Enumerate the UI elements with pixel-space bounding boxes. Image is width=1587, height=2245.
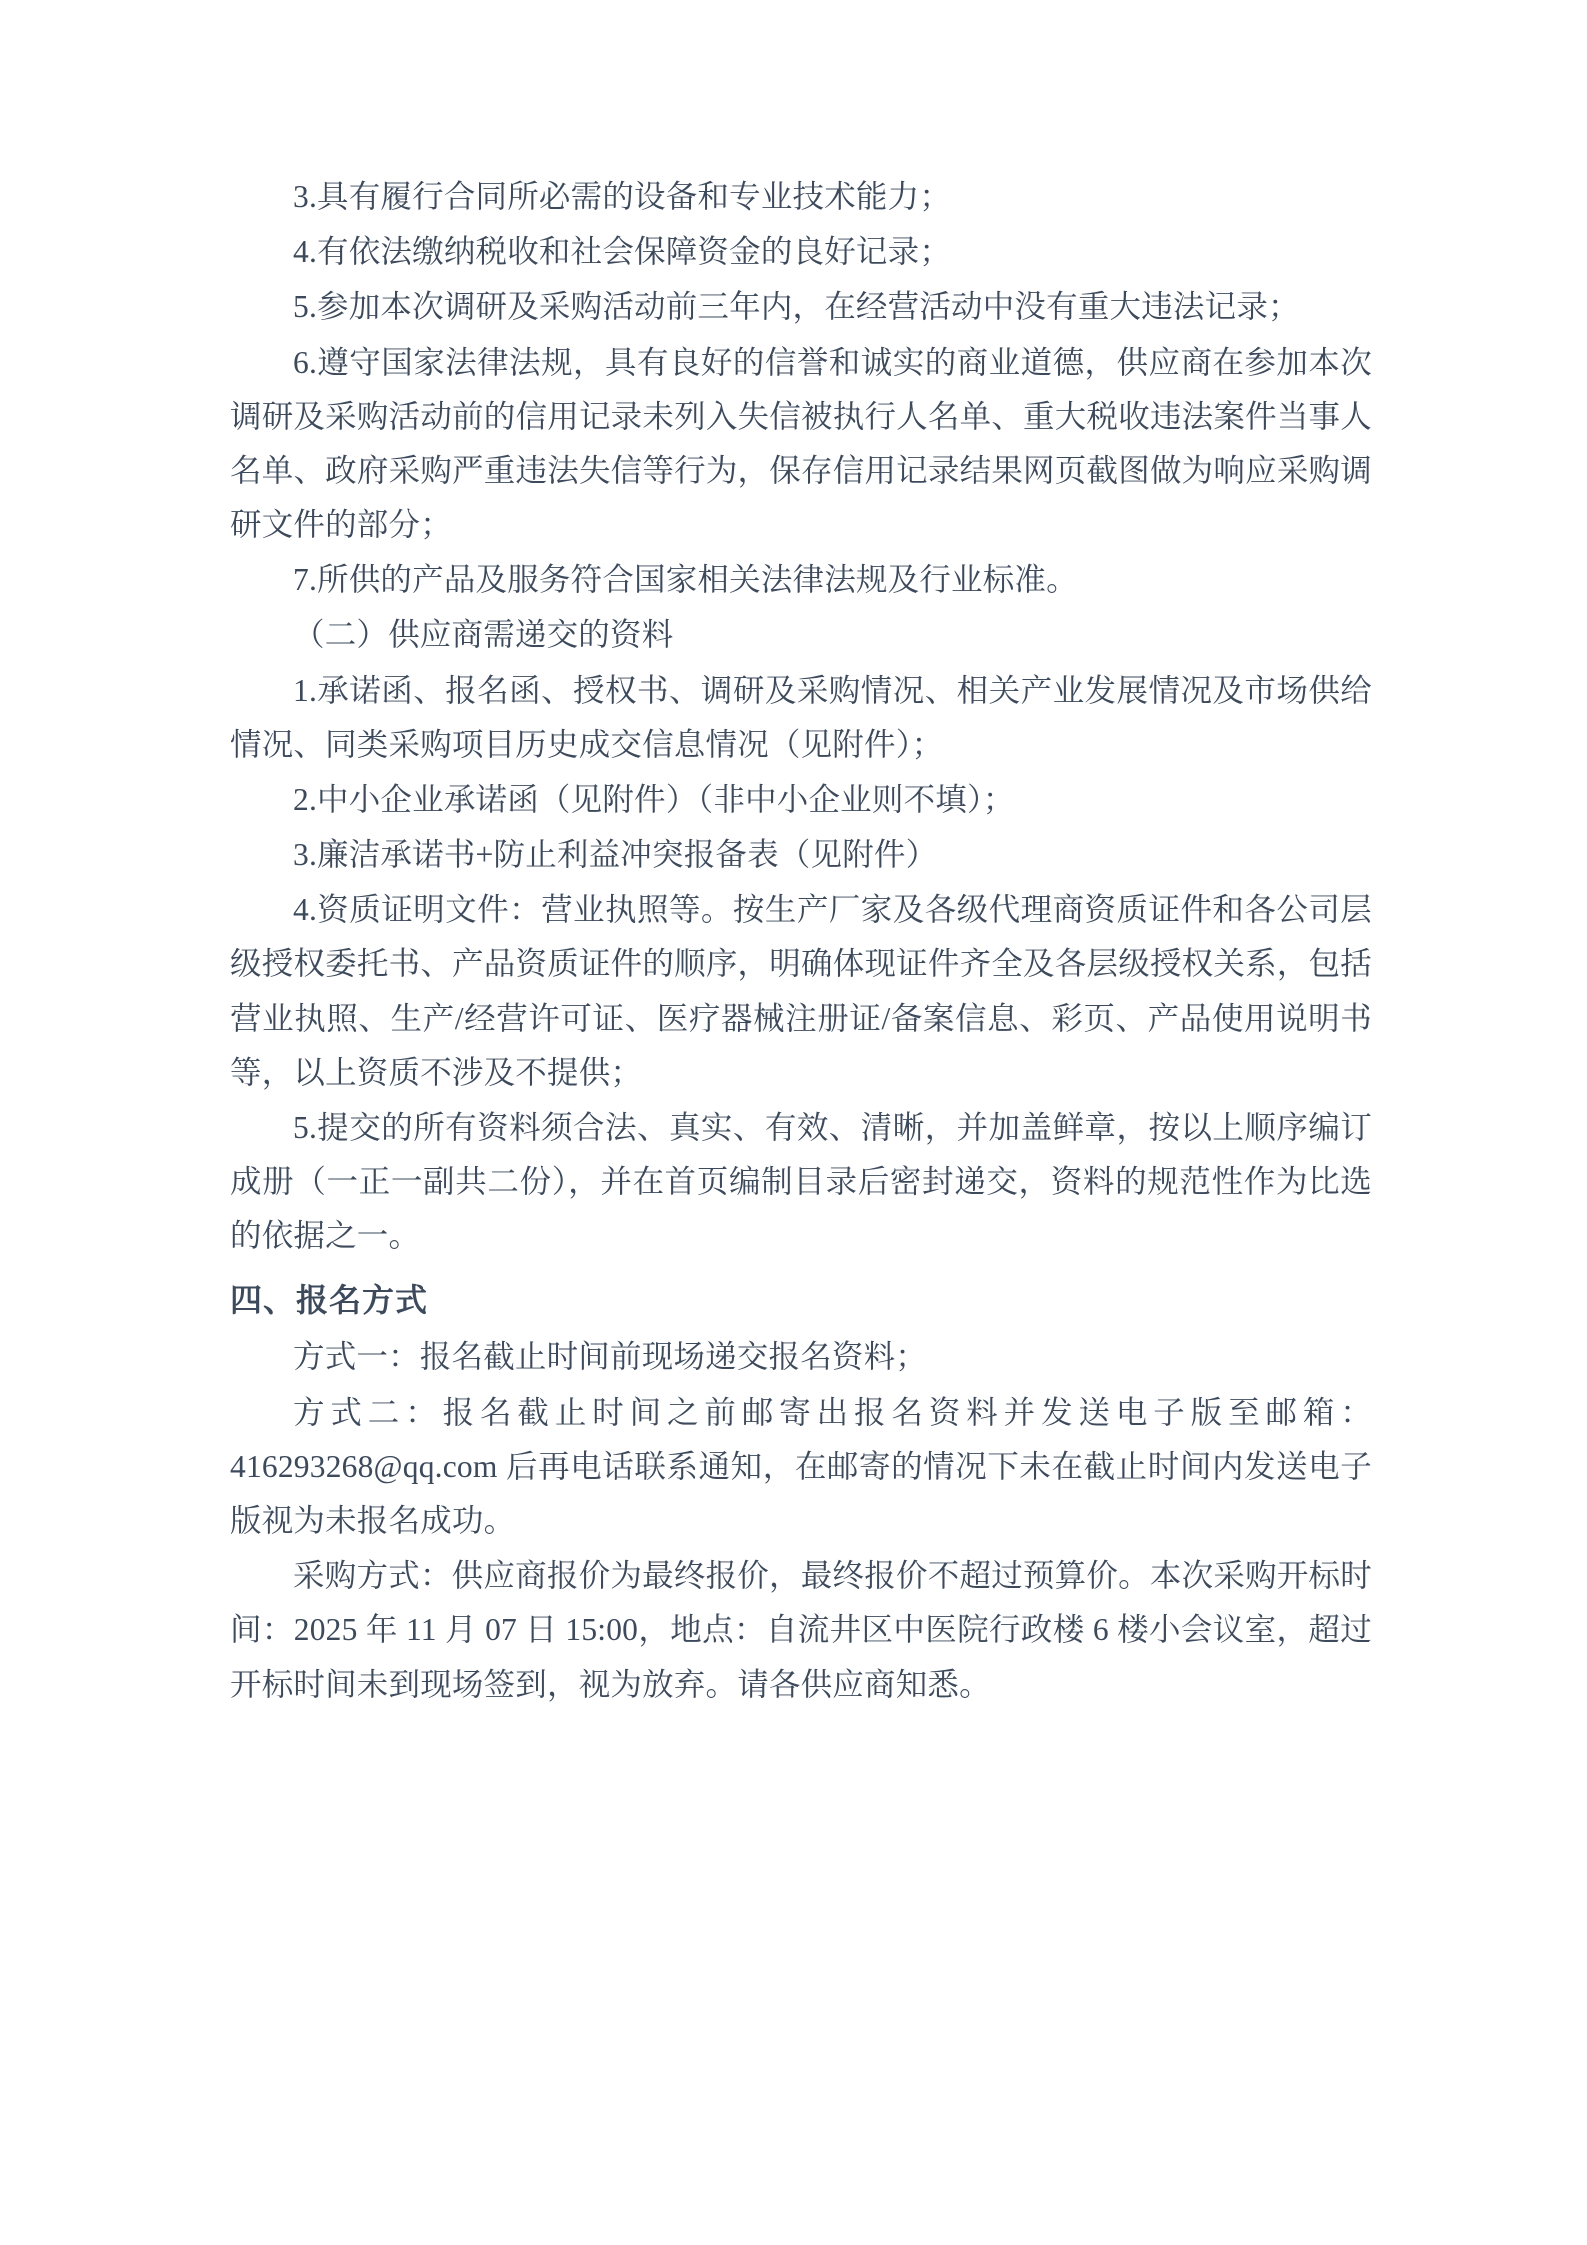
registration-method-2: 方式二：报名截止时间之前邮寄出报名资料并发送电子版至邮箱：416293268@qq.com 后再电话联系通知，在邮寄的情况下未在截止时间内发送电子版视为未报名成功。 — [230, 1394, 1372, 1538]
requirement-item-3: 3.具有履行合同所必需的设备和专业技术能力； — [293, 179, 952, 214]
materials-item-1: 1.承诺函、报名函、授权书、调研及采购情况、相关产业发展情况及市场供给情况、同类采购项目历史成交信息情况（见附件）； — [230, 672, 1372, 762]
purchase-method-note: 采购方式：供应商报价为最终报价，最终报价不超过预算价。本次采购开标时间：2025 年 11 月 07 日 15:00，地点：自流井区中医院行政楼 6 楼小会议室，超过开标时间未到现场签到，视为放弃。请各供应商知悉。 — [230, 1558, 1372, 1702]
requirement-item-4: 4.有依法缴纳税收和社会保障资金的良好记录； — [293, 234, 952, 270]
section-heading-registration: 四、报名方式 — [230, 1281, 429, 1320]
materials-item-3: 3.廉洁承诺书+防止利益冲突报备表（见附件） — [293, 837, 938, 873]
requirement-item-5: 5.参加本次调研及采购活动前三年内，在经营活动中没有重大违法记录； — [293, 289, 1300, 325]
requirement-item-6: 6.遵守国家法律法规，具有良好的信誉和诚实的商业道德，供应商在参加本次调研及采购活动前的信用记录未列入失信被执行人名单、重大税收违法案件当事人名单、政府采购严重违法失信等行为，保存信用记录结果网页截图做为响应采购调研文件的部分； — [230, 344, 1372, 543]
materials-item-5: 5.提交的所有资料须合法、真实、有效、清晰，并加盖鲜章，按以上顺序编订成册（一正一副共二份），并在首页编制目录后密封递交，资料的规范性作为比选的依据之一。 — [230, 1109, 1372, 1254]
registration-method-1: 方式一：报名截止时间前现场递交报名资料； — [293, 1339, 928, 1375]
document-body — [230, 170, 1372, 1712]
materials-item-4: 4.资质证明文件：营业执照等。按生产厂家及各级代理商资质证件和各公司层级授权委托书、产品资质证件的顺序，明确体现证件齐全及各层级授权关系，包括营业执照、生产/经营许可证、医疗器械注册证/备案信息、彩页、产品使用说明书等，以上资质不涉及不提供； — [230, 892, 1372, 1090]
materials-item-2: 2.中小企业承诺函（见附件）（非中小企业则不填）； — [293, 781, 1015, 817]
subsection-title-materials: （二）供应商需递交的资料 — [293, 617, 674, 653]
requirement-item-7: 7.所供的产品及服务符合国家相关法律法规及行业标准。 — [293, 562, 1078, 598]
